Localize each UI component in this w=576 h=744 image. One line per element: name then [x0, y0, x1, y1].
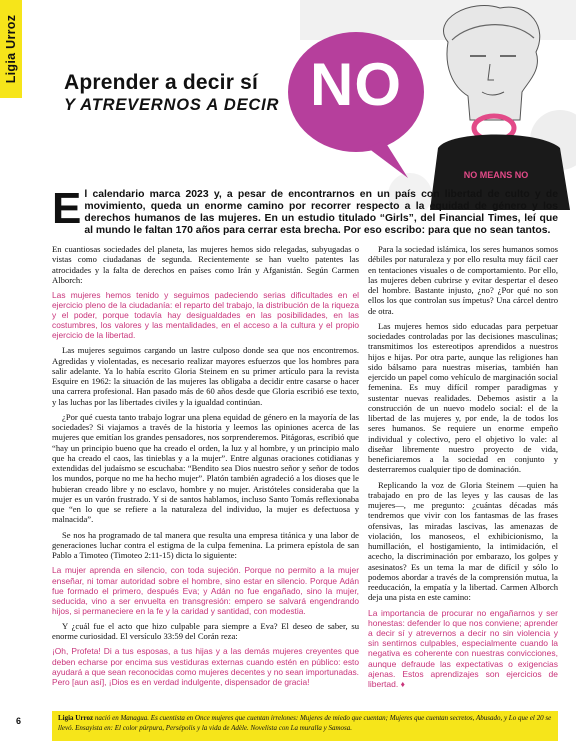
lead-text: l calendario marca 2023 y, a pesar de encontrarnos en un país con libertad de culto y de movimiento, queda un enorme camino por recorrer respecto a la equidad de género y los derechos humanos de las mujeres. En un estudio titulado “Girls”, del Financial Times, leí que al mundo le faltan 170 años para cerrar esta brecha. Por eso escribo: para que no sean tantos. [84, 189, 558, 236]
body-paragraph: Se nos ha programado de tal manera que resulta una empresa titánica y una labor de generaciones luchar contra el estigma de la culpa femenina. La primera epístola de san Pablo a Timoteo (Timoteo 2:11-15) dicta lo siguiente: [52, 529, 359, 561]
right-column [368, 244, 558, 694]
body-paragraph: Las mujeres hemos sido educadas para perpetuar sociedades controladas por las decisiones masculinas; transmitimos los estereotipos aprendidos a nuestros hijos e hijas. Por otra parte, aunque las religiones han sido bálsamo para nuestras miserias, también han ejercido un papel como vehículo de marginación social femenina. Es muy difícil romper paradigmas y sustentar nuevas realidades. Debemos asistir a la construcción de un nuevo modelo social: el de la libertad de las mujeres y, por ende, la de todos los seres humanos. Se requiere un enorme empeño individual y colectivo, pero el objetivo lo vale: al diseñar libremente nuestro proyecto de vida, beneficiaremos a la sociedad en conjunto y desterraremos cualquier tipo de dominación. [368, 320, 558, 475]
body-paragraph: ¿Por qué cuesta tanto trabajo lograr una plena equidad de género en la mayoría de las sociedades? Si viajamos a través de la historia y leemos las opiniones acerca de las mujeres que emitían los grandes pensadores, nos sorprenderemos. Pitágoras, escribió que “hay un principio bueno que ha creado el orden, la luz y al hombre, y un principio malo que ha creado el caos, las tinieblas y a la mujer”. Entre algunas oraciones cotidianas y extendidas del judaísmo se escuchaba: “Bendito sea Dios nuestro señor y señor de todos los mundos, porque no me ha hecho mujer”. Platón también agradeció a los dioses que le hubieran creado libre y no esclavo, hombre y no mujer. Aristóteles consideraba que la mujer es un varón frustrado. Y si de santos hablamos, incluso Santo Tomás reflexionaba que “en lo que se refiere a la naturaleza del individuo, la mujer es defectuosa y malnacida”. [52, 411, 359, 525]
body-paragraph: Para la sociedad islámica, los seres humanos somos débiles por naturaleza y por ello resulta muy fácil caer en tentaciones visuales o de comportamiento. Por ello, las mujeres deben cubrirse y evitar despertar el deseo del hombre. Bastante injusto, ¿no? ¿Por qué no son ellos los que controlan sus ímpetus? Una cárcel dentro de otra. [368, 244, 558, 316]
block-quote: Las mujeres hemos tenido y seguimos padeciendo serias dificultades en el ejercicio pleno de la ciudadanía: el reparto del trabajo, la distribución de la riqueza y el poder, porque todavía hay desigualdades en las posibilidades, en las costumbres, los valores y las mentalidades, en el acceso a la cultura y el propio ejercicio de la libertad. [52, 290, 359, 341]
page-number: 6 [16, 716, 22, 726]
headline-line-2: Y ATREVERNOS A DECIR [64, 96, 280, 114]
end-mark-icon: ♦ [400, 678, 405, 689]
shirt-text: NO MEANS NO [463, 170, 529, 180]
headline-line-1: Aprender a decir sí [64, 71, 259, 94]
left-column [52, 244, 359, 692]
block-quote: ¡Oh, Profeta! Di a tus esposas, a tus hijas y a las demás mujeres creyentes que deben echarse por encima sus vestiduras externas cuando estén en público: esto ayudará a que sean reconocidas como mujeres decentes y no sean importunadas. Pero [aun así], ¡Dios es en verdad indulgente, dispensador de gracia! [52, 646, 359, 687]
drop-cap: E [52, 184, 82, 233]
lead-paragraph [52, 184, 558, 237]
callout-quote [368, 608, 558, 690]
bio-text: nació en Managua. Es cuentista en Once mujeres que cuentan irrelones: Mujeres de miedo que cuentan; Mujeres que cuentan secretos, Abusado, y Lo que el 20 se llevó. Ensayista en: El color púrpura, Persépolis y la vida de Adèle. Novelista con La muralla y Samosa. [58, 714, 552, 732]
bio-name: Ligia Urroz [58, 714, 94, 722]
body-paragraph: Replicando la voz de Gloria Steinem —quien ha trabajado en pro de las leyes y las causas de las mujeres—, me pregunto: ¿cuántas décadas más tendremos que vivir con los fantasmas de las frases ofensivas, las miradas lascivas, las amenazas de violación, los manoseos, el exhibicionismo, la humillación, el hostigamiento, la intimidación, el acecho, la discriminación por embarazo, los golpes y asesinatos? Es un tema la mar de difícil y sólo lo podemos abordar a través de la comprensión mutua, la reeducación, la empatía y la libertad. Carmen Alborch deja una pista en este camino: [368, 479, 558, 603]
author-name: Ligia Urroz [4, 14, 18, 84]
block-quote: La mujer aprenda en silencio, con toda sujeción. Porque no permito a la mujer enseñar, ni tomar autoridad sobre el hombre, sino estar en silencio. Porque Adán fue formado el primero, después Eva; y Adán no fue engañado, sino la mujer, seducida, vino a ser envuelta en transgresión: empero se salvará engendrando hijos, si permaneciere en la fe y la caridad y santidad, con modestia. [52, 565, 359, 616]
bubble-word: NO [310, 51, 402, 118]
body-paragraph: En cuantiosas sociedades del planeta, las mujeres hemos sido relegadas, subyugadas o vistas como ciudadanas de segunda. Recientemente se han vuelto patentes las atrocidades y la falta de derechos en países como Irán y Afganistán. Según Carmen Alborch: [52, 244, 359, 285]
body-paragraph: Y ¿cuál fue el acto que hizo culpable para siempre a Eva? El deseo de saber, su enorme curiosidad. El versículo 33:59 del Corán reza: [52, 620, 359, 642]
body-paragraph: Las mujeres seguimos cargando un lastre culposo donde sea que nos encontremos. Agredidas y violentadas, es necesario realizar mayores esfuerzos que los hombres para salir adelante. Ya lo había escrito Gloria Steinem en su primer artículo para la revista Esquire en 1962: la situación de las mujeres las obligaba a decidir entre casarse o hacer una carrera profesional. Han pasado más de 60 años desde que Gloria escribió ese texto, y las luchas por las libertades civiles y la igualdad continúan. [52, 345, 359, 407]
author-bio-footer [52, 711, 558, 741]
callout-text: La importancia de procurar no engañarnos y ser honestas: defender lo que nos conviene; aprender a decir sí y atrevernos a decir no sin violencia y sin sentirnos culpables, especialmente cuando la negativa es coherente con nuestras convicciones, aunque defraude las expectativas o exigencias ajenas. Estos aprendizajes son ejercicios de libertad. [368, 607, 558, 689]
